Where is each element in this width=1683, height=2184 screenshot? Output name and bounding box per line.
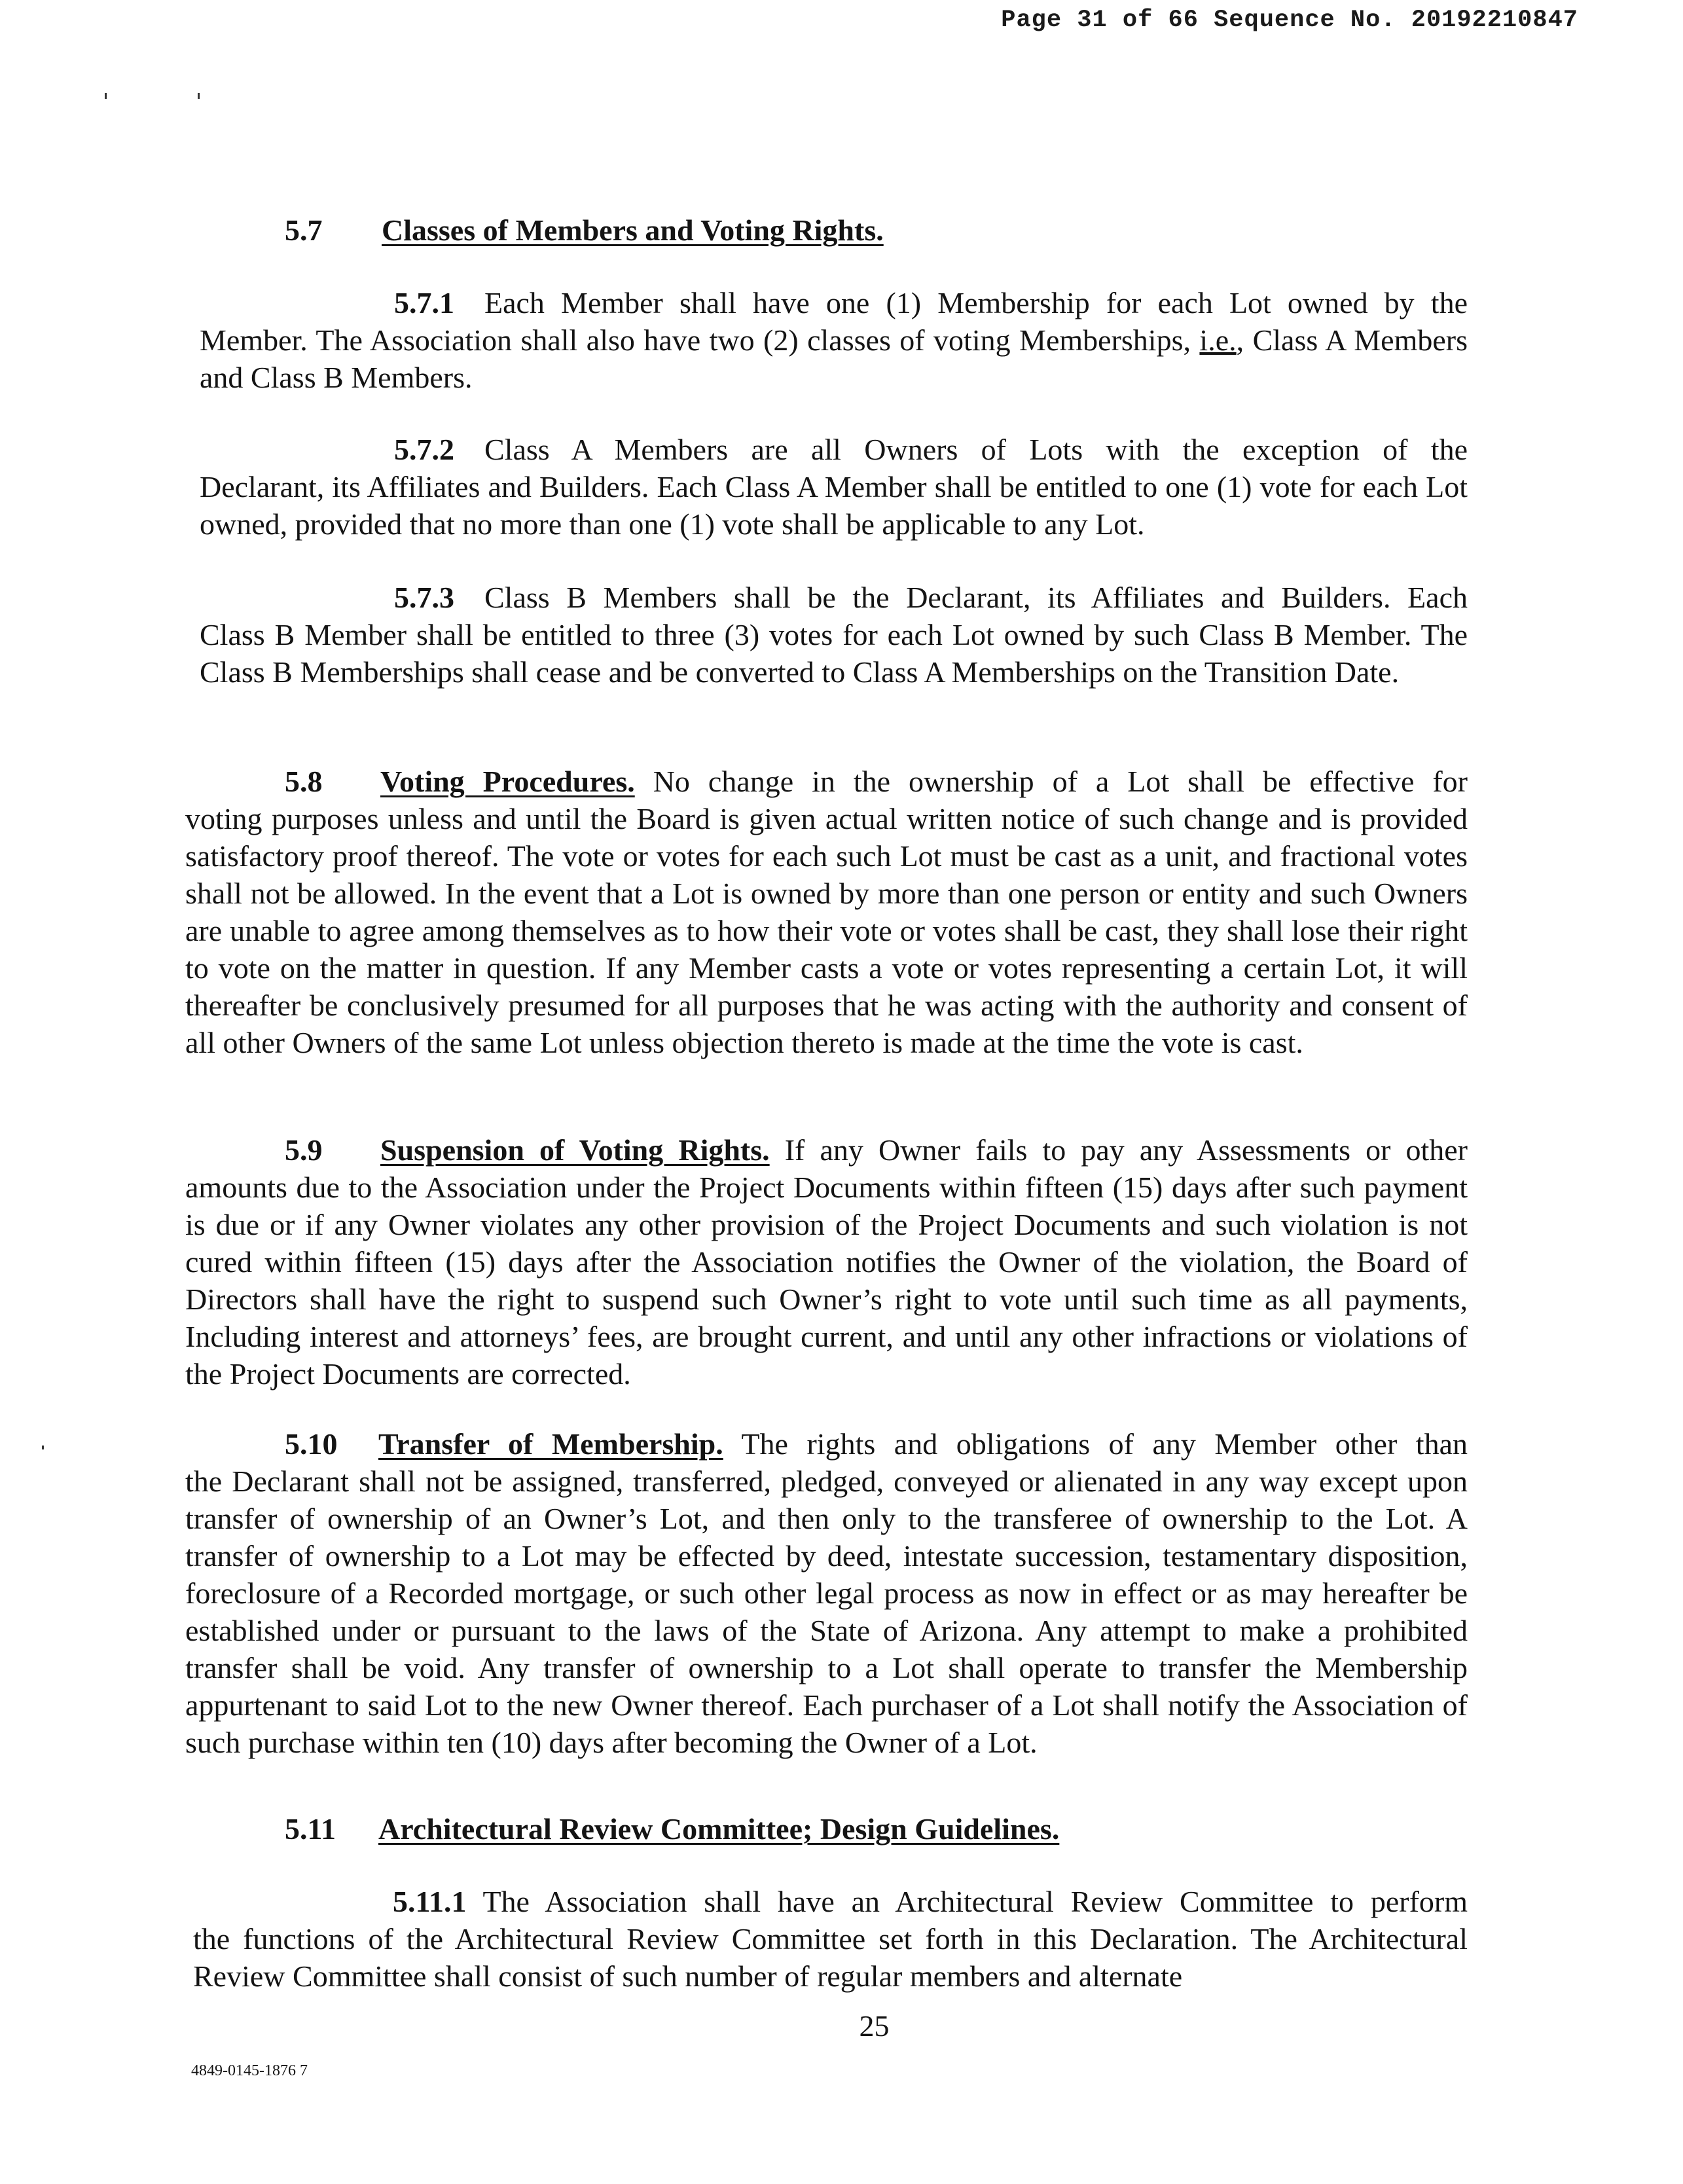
paragraph-text: If any Owner fails to pay any Assessments or other — [769, 1133, 1468, 1167]
paragraph-text: , Class A Members and Class B Members. — [200, 323, 1468, 394]
paragraph-5-7-2 — [200, 431, 1468, 543]
section-title: Classes of Members and Voting Rights. — [382, 213, 884, 247]
section-title: Suspension of Voting Rights. — [380, 1133, 770, 1167]
paragraph-text: voting purposes unless and until the Board is given actual written notice of such change and is provided satisfactory proof thereof. The vote or votes for each such Lot must be cast as a unit, and fractional votes shall not be allowed. In the event that a Lot is owned by more than one person or entity and such Owners are unable to agree among themselves as to how their vote or votes shall be cast, they shall lose their right to vote on the matter in question. If any Member casts a vote or votes representing a certain Lot, it will thereafter be conclusively presumed for all purposes that he was acting with the authority and consent of all other Owners of the same Lot unless objection thereto is made at the time the vote is cast. — [185, 802, 1468, 1059]
paragraph-text: The rights and obligations of any Member other than — [723, 1427, 1468, 1461]
section-number: 5.7 — [285, 213, 323, 247]
section-number: 5.7.3 — [394, 581, 454, 614]
paragraph-text: the Declarant shall not be assigned, transferred, pledged, conveyed or alienated in any way except upon transfer of ownership of an Owner’s Lot, and then only to the transferee of ownership to the Lot. A transfer of ownership to a Lot may be effected by deed, intestate succession, testamentary disposition, foreclosure of a Recorded mortgage, or such other legal process as now in effect or as may hereafter be established under or pursuant to the laws of the State of Arizona. Any attempt to make a prohibited transfer shall be void. Any transfer of ownership to a Lot shall operate to transfer the Membership appurtenant to said Lot to the new Owner thereof. Each purchaser of a Lot shall notify the Association of such purchase within ten (10) days after becoming the Owner of a Lot. — [185, 1465, 1468, 1759]
paragraph-text: No change in the ownership of a Lot shall be effective for — [634, 765, 1468, 798]
paragraph-5-10 — [185, 1425, 1468, 1761]
paragraph-text: Declarant, its Affiliates and Builders. Each Class A Member shall be entitled to one (1) vote for each Lot owned, provided that no more than one (1) vote shall be applicable to any Lot. — [200, 470, 1468, 541]
page-number: 25 — [859, 2009, 890, 2043]
paragraph-text: Class A Members are all Owners of Lots with the exception of the — [484, 433, 1468, 466]
paragraph-5-7-3 — [200, 579, 1468, 691]
section-number: 5.7.1 — [394, 286, 454, 319]
section-heading-5-11 — [285, 1811, 1059, 1847]
section-number: 5.9 — [285, 1133, 323, 1167]
scan-mark — [105, 93, 107, 99]
section-number: 5.8 — [285, 765, 323, 798]
paragraph-text: the functions of the Architectural Review Committee set forth in this Declaration. The Architectural Review Committee shall consist of such number of regular members and alternate — [193, 1922, 1468, 1993]
section-number: 5.11.1 — [393, 1885, 467, 1918]
section-title: Architectural Review Committee; Design Guidelines. — [378, 1812, 1060, 1846]
section-number: 5.7.2 — [394, 433, 454, 466]
paragraph-text: i.e. — [1199, 323, 1237, 357]
scan-mark — [42, 1446, 44, 1449]
paragraph-5-9 — [185, 1131, 1468, 1392]
document-id: 4849-0145-1876 7 — [191, 2062, 308, 2079]
section-number: 5.11 — [285, 1812, 336, 1846]
paragraph-text: Member. The Association shall also have two (2) classes of voting Memberships, — [200, 323, 1200, 357]
section-title: Transfer of Membership. — [378, 1427, 723, 1461]
recording-stamp: Page 31 of 66 Sequence No. 20192210847 — [1001, 7, 1578, 34]
scan-mark — [198, 93, 200, 99]
paragraph-5-8 — [185, 763, 1468, 1061]
section-title: Voting Procedures. — [380, 765, 635, 798]
section-heading-5-7 — [285, 212, 884, 249]
section-number: 5.10 — [285, 1427, 338, 1461]
paragraph-5-11-1 — [193, 1883, 1468, 1995]
paragraph-text: Class B Members shall be the Declarant, its Affiliates and Builders. Each — [484, 581, 1468, 614]
paragraph-text: amounts due to the Association under the Project Documents within fifteen (15) days after such payment is due or if any Owner violates any other provision of the Project Documents and such violation is not cured within fifteen (15) days after the Association notifies the Owner of the violation, the Board of Directors shall have the right to suspend such Owner’s right to vote until such time as all payments, Including interest and attorneys’ fees, are brought current, and until any other infractions or violations of the Project Documents are corrected. — [185, 1171, 1468, 1391]
paragraph-text: Each Member shall have one (1) Membership for each Lot owned by the — [484, 286, 1468, 319]
paragraph-5-7-1 — [200, 284, 1468, 396]
paragraph-text: The Association shall have an Architectural Review Committee to perform — [466, 1885, 1468, 1918]
paragraph-text: Class B Member shall be entitled to three (3) votes for each Lot owned by such Class B Member. The Class B Memberships shall cease and be converted to Class A Memberships on the Transition Date. — [200, 618, 1468, 689]
